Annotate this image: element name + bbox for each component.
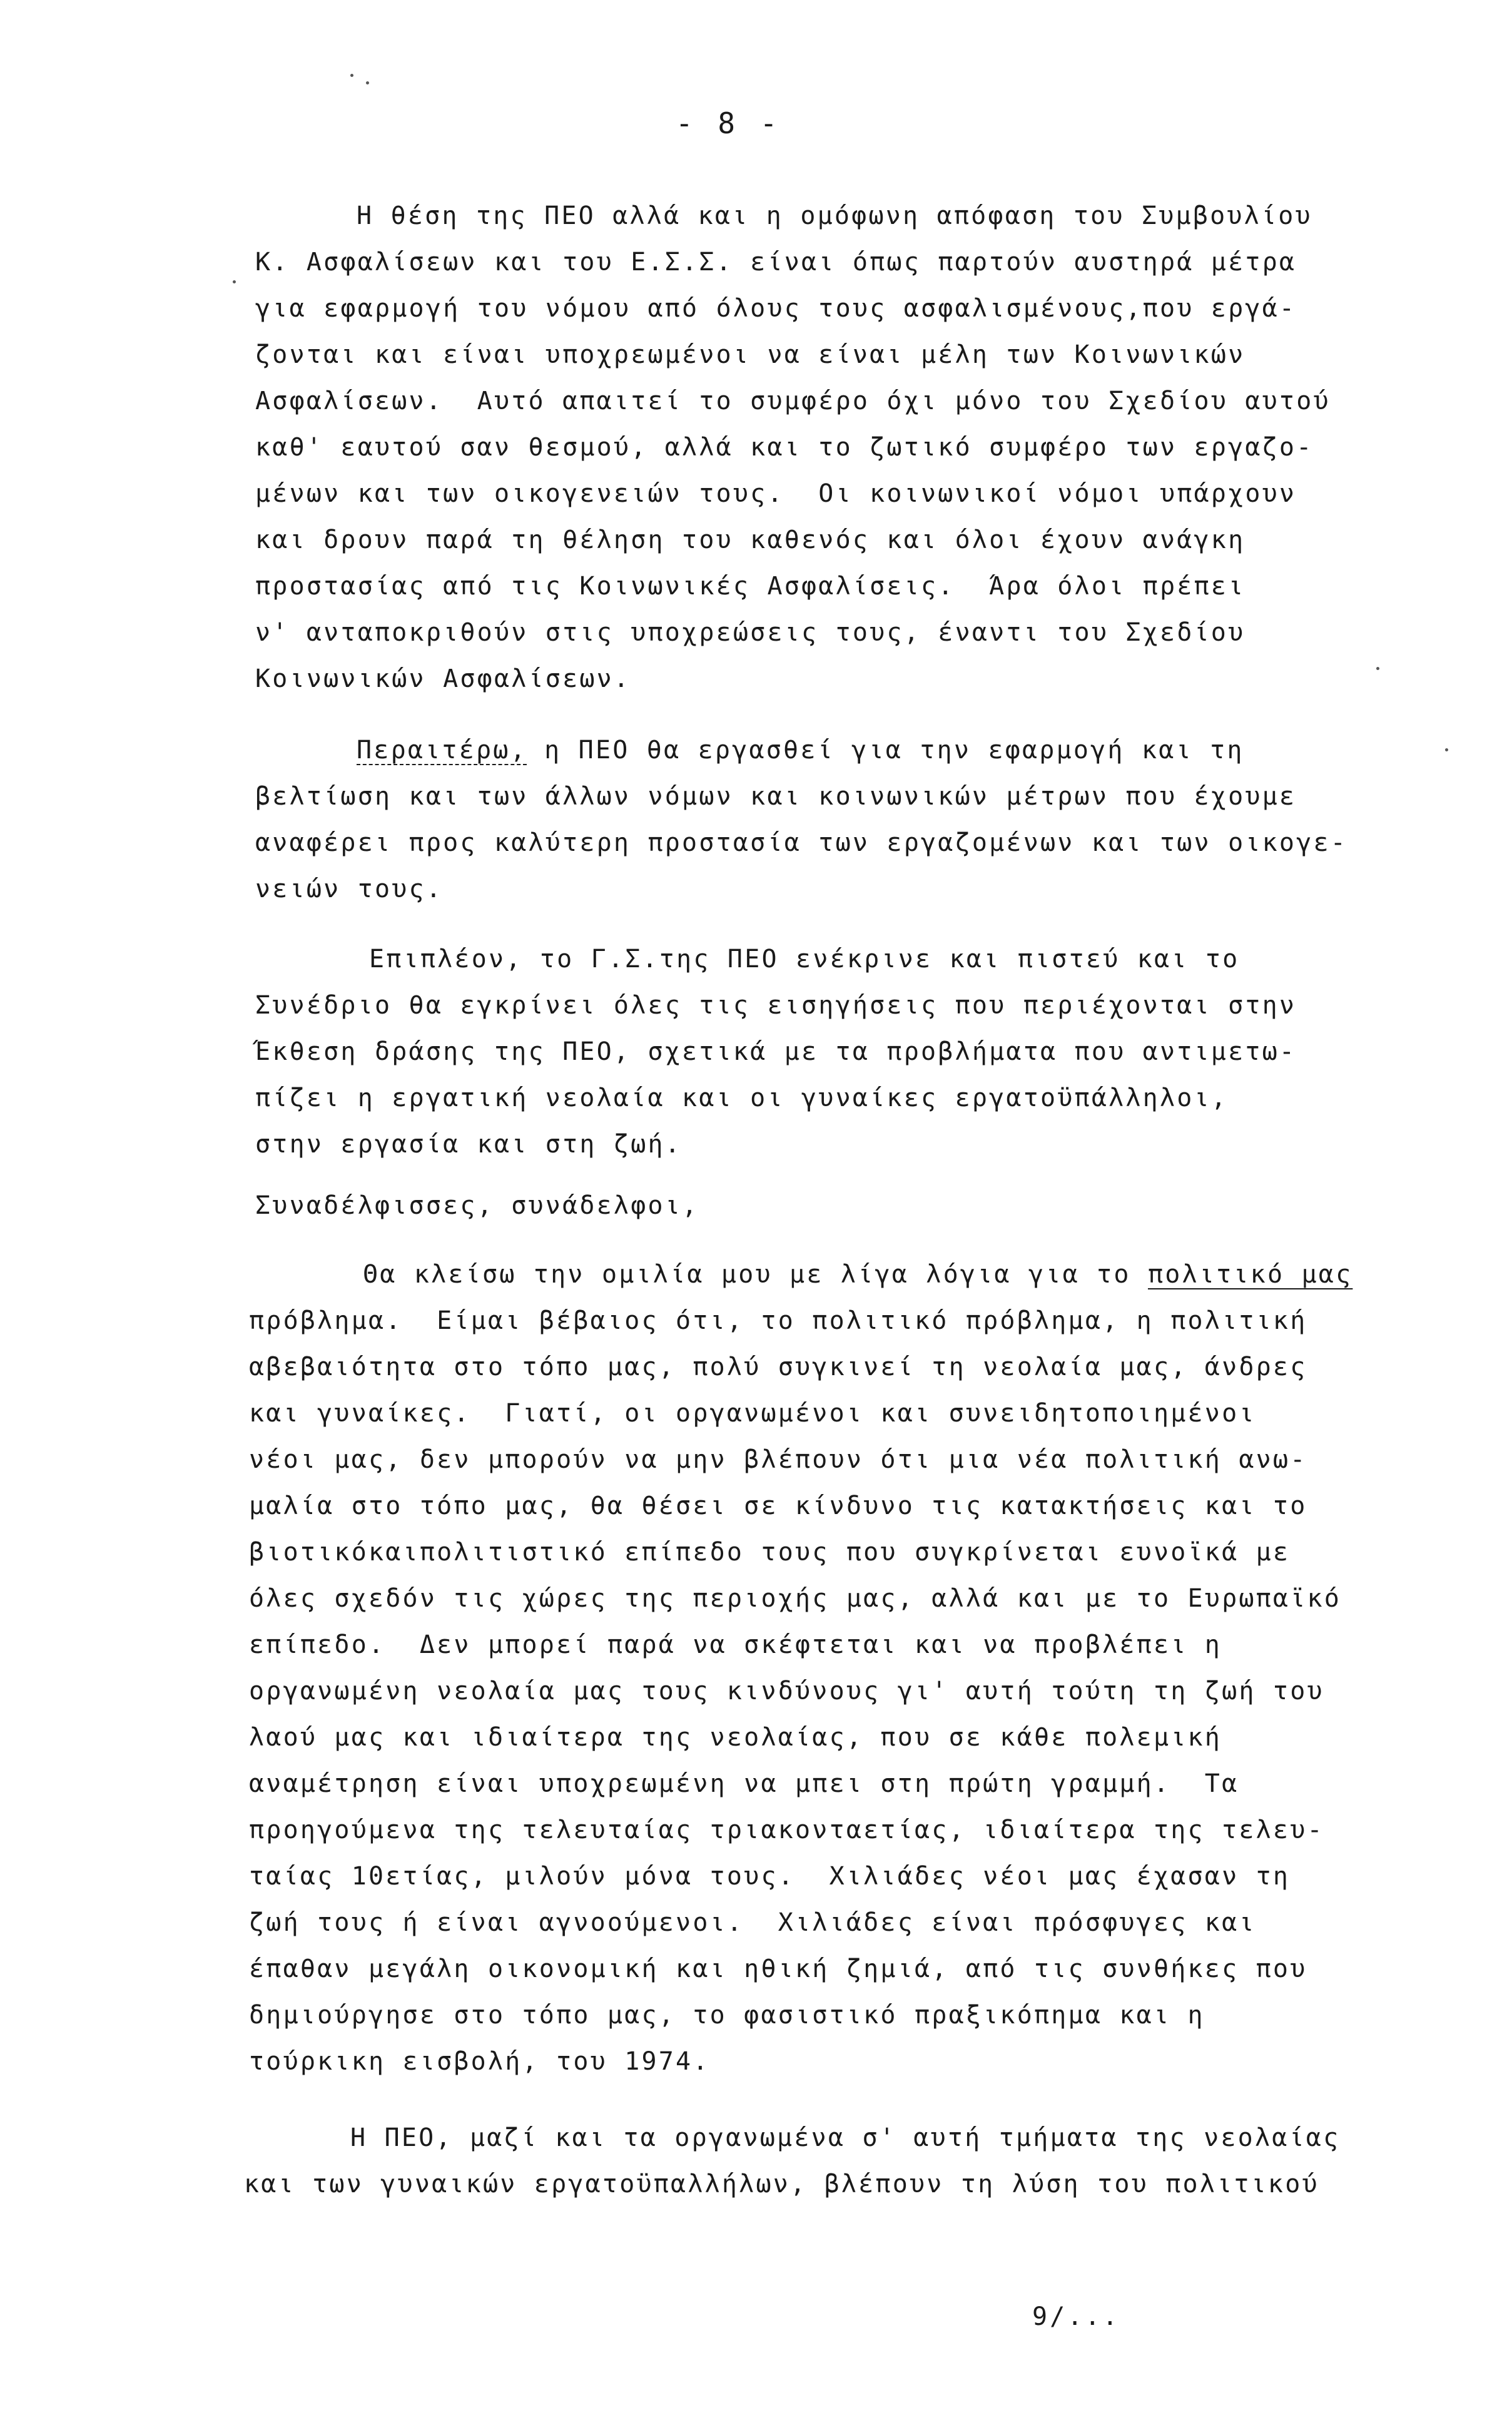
underlined-phrase: πολιτικό μας xyxy=(1147,1260,1353,1289)
text-line: ζωή τους ή είναι αγνοούμενοι. Χιλιάδες είναι πρόσφυγες και xyxy=(249,1908,1256,1937)
text-line: τούρκικη εισβολή, του 1974. xyxy=(249,2047,710,2076)
text-line: μένων και των οικογενειών τους. Οι κοινωνικοί νόμοι υπάρχουν xyxy=(255,479,1297,508)
text-line: Ασφαλίσεων. Αυτό απαιτεί το συμφέρο όχι μόνο του Σχεδίου αυτού xyxy=(255,387,1331,415)
text-line: καθ' εαυτού σαν θεσμού, αλλά και το ζωτικό συμφέρο των εργαζο- xyxy=(255,433,1314,462)
text-line: για εφαρμογή του νόμου από όλους τους ασφαλισμένους,που εργά- xyxy=(255,294,1297,323)
line-rest: η ΠΕΟ θα εργασθεί για την εφαρμογή και τη xyxy=(527,736,1244,765)
text-line: επίπεδο. Δεν μπορεί παρά να σκέφτεται και να προβλέπει η xyxy=(249,1630,1222,1659)
text-line: βελτίωση και των άλλων νόμων και κοινωνικών μέτρων που έχουμε xyxy=(255,782,1297,811)
text-line: βιοτικόκαιπολιτιστικό επίπεδο τους που συγκρίνεται ευνοϊκά με xyxy=(249,1538,1291,1567)
text-line: Συνέδριο θα εγκρίνει όλες τις εισηγήσεις που περιέχονται στην xyxy=(255,991,1297,1020)
text-line: αβεβαιότητα στο τόπο μας, πολύ συγκινεί τη νεολαία μας, άνδρες xyxy=(249,1353,1307,1381)
text-line: στην εργασία και στη ζωή. xyxy=(255,1130,682,1159)
text-line: δημιούργησε στο τόπο μας, το φασιστικό πραξικόπημα και η xyxy=(249,2001,1205,2030)
text-line: αναφέρει προς καλύτερη προστασία των εργαζομένων και των οικογε- xyxy=(255,828,1348,857)
text-line: μαλία στο τόπο μας, θα θέσει σε κίνδυνο τις κατακτήσεις και το xyxy=(249,1492,1307,1520)
scan-speck xyxy=(366,81,369,84)
text-line: νέοι μας, δεν μπορούν να μην βλέπουν ότι μια νέα πολιτική ανω- xyxy=(249,1445,1307,1474)
text-line: Η ΠΕΟ, μαζί και τα οργανωμένα σ' αυτή τμήματα της νεολαίας xyxy=(350,2123,1341,2152)
text-line: ν' ανταποκριθούν στις υποχρεώσεις τους, έναντι του Σχεδίου xyxy=(255,618,1246,647)
text-line: προηγούμενα της τελευταίας τριακονταετίας, ιδιαίτερα της τελευ- xyxy=(249,1816,1324,1844)
line-start: Θα κλείσω την ομιλία μου με λίγα λόγια για το xyxy=(363,1260,1148,1289)
page-number: - 8 - xyxy=(676,106,781,140)
underlined-word: Περαιτέρω, xyxy=(357,736,527,765)
text-line: και των γυναικών εργατοϋπαλλήλων, βλέπουν τη λύση του πολιτικού xyxy=(244,2170,1319,2199)
text-line: πρόβλημα. Είμαι βέβαιος ότι, το πολιτικό πρόβλημα, η πολιτική xyxy=(249,1306,1307,1335)
text-line: ταίας 10ετίας, μιλούν μόνα τους. Χιλιάδες νέοι μας έχασαν τη xyxy=(249,1862,1291,1891)
text-line: Επιπλέον, το Γ.Σ.της ΠΕΟ ενέκρινε και πιστεύ και το xyxy=(369,945,1240,974)
text-line: Η θέση της ΠΕΟ αλλά και η ομόφωνη απόφαση του Συμβουλίου xyxy=(357,201,1312,230)
text-line: Κοινωνικών Ασφαλίσεων. xyxy=(255,664,631,693)
text-line: και δρουν παρά τη θέληση του καθενός και όλοι έχουν ανάγκη xyxy=(255,526,1246,554)
text-line: νειών τους. xyxy=(255,875,444,903)
scan-speck xyxy=(350,74,353,77)
text-line: προστασίας από τις Κοινωνικές Ασφαλίσεις. Άρα όλοι πρέπει xyxy=(255,572,1246,601)
text-line: Κ. Ασφαλίσεων και του Ε.Σ.Σ. είναι όπως παρτούν αυστηρά μέτρα xyxy=(255,248,1297,277)
text-line xyxy=(357,736,1244,765)
text-line: λαού μας και ιδιαίτερα της νεολαίας, που σε κάθε πολεμική xyxy=(249,1723,1222,1752)
scan-speck xyxy=(1376,667,1379,670)
text-line: αναμέτρηση είναι υποχρεωμένη να μπει στη πρώτη γραμμή. Τα xyxy=(249,1769,1239,1798)
text-line: οργανωμένη νεολαία μας τους κινδύνους γι' αυτή τούτη τη ζωή του xyxy=(249,1677,1324,1706)
scan-speck xyxy=(233,280,236,283)
text-line: πίζει η εργατική νεολαία και οι γυναίκες εργατοϋπάλληλοι, xyxy=(255,1084,1229,1112)
text-line: έπαθαν μεγάλη οικονομική και ηθική ζημιά, από τις συνθήκες που xyxy=(249,1955,1307,1983)
continuation-marker: 9/... xyxy=(1032,2302,1120,2331)
text-line xyxy=(363,1260,1352,1289)
text-line: Συναδέλφισσες, συνάδελφοι, xyxy=(255,1191,699,1220)
scan-speck xyxy=(1445,748,1448,751)
text-line: Έκθεση δράσης της ΠΕΟ, σχετικά με τα προβλήματα που αντιμετω- xyxy=(255,1037,1297,1066)
text-line: ζονται και είναι υποχρεωμένοι να είναι μέλη των Κοινωνικών xyxy=(255,340,1246,369)
text-line: όλες σχεδόν τις χώρες της περιοχής μας, αλλά και με το Ευρωπαϊκό xyxy=(249,1584,1342,1613)
text-line: και γυναίκες. Γιατί, οι οργανωμένοι και συνειδητοποιημένοι xyxy=(249,1399,1256,1428)
